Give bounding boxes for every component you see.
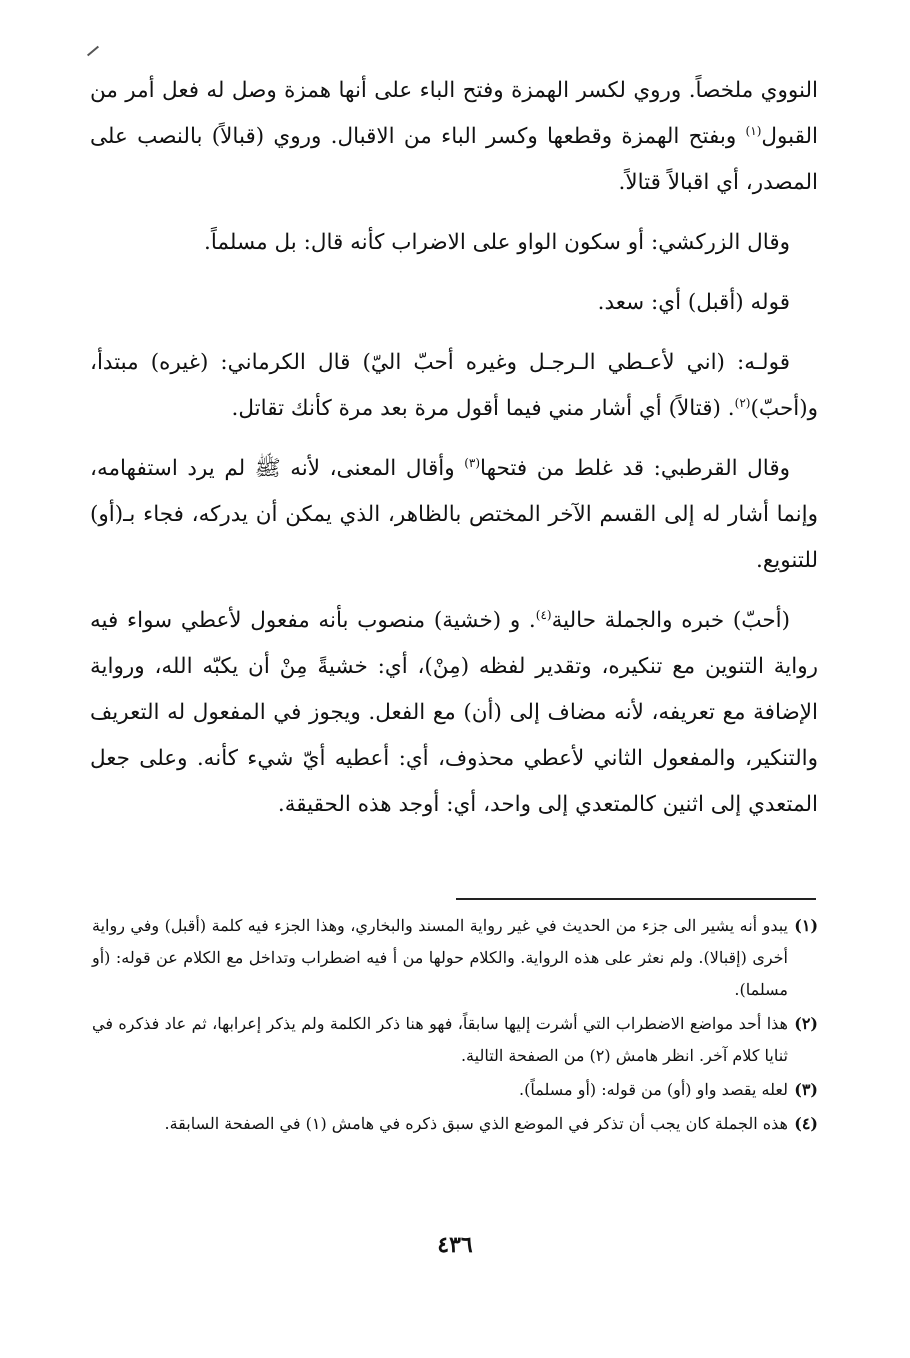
paragraph-text: (أحبّ) خبره والجملة حالية [551,608,790,633]
footnote [92,910,818,1006]
footnote-number: (١) [794,916,819,935]
paragraph-text: قوله (أقبل) أي: سعد. [597,290,790,315]
paragraph-text: . و (خشية) منصوب بأنه مفعول لأعطي سواء فيه رواية التنوين مع تنكيره، وتقدير لفظه (مِنْ)، أي: خشيةً مِنْ أن يكبّه الله، ورواية الإضافة مع تعريفه، لأنه مضاف إلى (أن) مع الفعل. ويجوز في المفعول له التعريف والتنكير، والمفعول الثاني لأعطي محذوف، أي: أعطيه أيّ شيء كأنه. وعلى جعل المتعدي إلى اثنين كالمتعدي إلى واحد، أي: أوجد هذه الحقيقة. [90,608,818,817]
footnote-ref: (٢) [734,395,751,410]
separator-line [456,898,816,900]
footnote-number: (٣) [794,1080,818,1099]
paragraph-text: وقال القرطبي: قد غلط من فتحها [480,456,790,481]
paragraph-text: وأقال المعنى، لأنه ﷺ لم يرد استفهامه، وإنما أشار له إلى القسم الآخر المختص بالظاهر، الذي يمكن أن يدركه، فجاء بـ(أو) للتنويع. [90,456,818,573]
footnote-ref: (١) [745,123,762,138]
footnote [92,1108,818,1140]
footnotes [92,910,818,1142]
footnote-text: هذه الجملة كان يجب أن تذكر في الموضع الذي سبق ذكره في هامش (١) في الصفحة السابقة. [164,1114,788,1133]
paragraph-text: وقال الزركشي: أو سكون الواو على الاضراب كأنه قال: بل مسلماً. [204,230,790,255]
footnote [92,1008,818,1072]
footnote-text: لعله يقصد واو (أو) من قوله: (أو مسلماً). [519,1080,788,1099]
paragraph [90,598,818,828]
paragraph [90,340,818,432]
footnote-ref: (٤) [535,607,552,622]
footnote [92,1074,818,1106]
paragraph [90,220,818,266]
main-text [90,68,818,842]
page-number: ٤٣٦ [437,1232,473,1258]
paragraph [90,68,818,206]
paragraph [90,280,818,326]
paragraph-text: قولـه: (اني لأعـطي الـرجـل وغيره أحبّ اليّ) قال الكرماني: (غيره) مبتدأ، و(أحبّ) [90,350,818,421]
footnote-number: (٢) [794,1014,818,1033]
paragraph-text: وبفتح الهمزة وقطعها وكسر الباء من الاقبال. وروي (قبالاً) بالنصب على المصدر، أي اقبالاً قتالاً. [90,124,818,195]
margin-mark [87,46,99,57]
footnote-ref: (٣) [464,455,481,470]
footnote-number: (٤) [794,1114,818,1133]
paragraph-text: النووي ملخصاً. وروي لكسر الهمزة وفتح الباء على أنها همزة وصل له فعل أمر من القبول [90,78,818,149]
paragraph-text: . (قتالاً) أي أشار مني فيما أقول مرة بعد مرة كأنك تقاتل. [231,396,735,421]
footnote-text: يبدو أنه يشير الى جزء من الحديث في غير رواية المسند والبخاري، وهذا الجزء فيه كلمة (أقبل) وفي رواية أخرى (إقبالا). ولم نعثر على هذه الرواية. والكلام حولها من أ فيه اضطراب وتداخل مع الكلام عن قوله: (أو مسلما). [92,916,789,999]
footnote-text: هذا أحد مواضع الاضطراب التي أشرت إليها سابقاً، فهو هنا ذكر الكلمة ولم يذكر إعرابها، ثم عاد فذكره في ثنايا كلام آخر. انظر هامش (٢) من الصفحة التالية. [92,1014,788,1065]
paragraph [90,446,818,584]
